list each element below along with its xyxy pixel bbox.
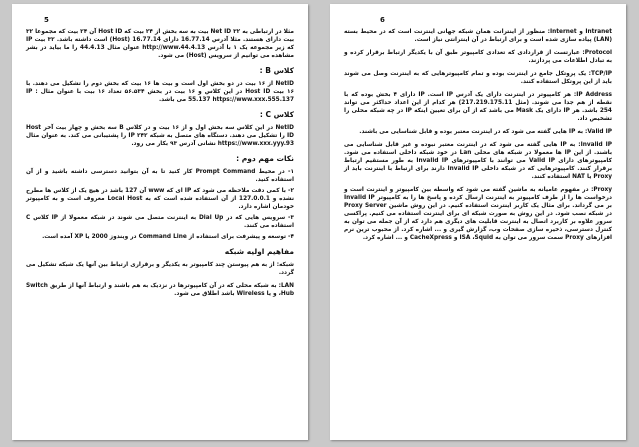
page-number: 5 (44, 16, 49, 24)
page-content (344, 28, 612, 242)
paragraph: NetID در این کلاس سه بخش اول و از ۱۶ بیت و در کلاس B سه بخش و چهار بیت آخر Host ID را تشکیل می دهند. دستگاه های متصل به شبکه ۲۴۲ IP را پشتیبانی می کند. به عنوان مثال https://www.xxx.yyy.93 نشانی آدرس ۹۳ بکار می رود. (26, 125, 294, 147)
list-item: ۴- توسعه و پیشرفت برای استفاده از Command Line در ویندوز 2000 یا XP آمده است. (42, 234, 294, 240)
paragraph: NetID از ۱۶ بیت در دو بخش اول است و بیت ها ۱۶ بیت که بخش دوم را تشکیل می دهند. با ۱۶ بیت Host ID در این کلاس و ۱۶ بیت در بخش ۵۶.۵۳۴ تعداد ۱۶ بیت با عنوان مثال IP : 55.137 https://www.xxx.555.137 می باشد. (26, 81, 295, 103)
list-item: ۲- با کمی دقت ملاحظه می شود که IP ای که www آن 127 باشد در هیچ یک از کلاس ها مطرح نشده و 127.0.0.1 از آن استفاده شده است که به Local Host معروف است و به کامپیوتر خودمان اشاره دارد. (26, 188, 294, 210)
paragraph: TCP/IP: یک پروتکل جامع در اینترنت بوده و تمام کامپیوترهایی که به اینترنت وصل می شوند باید از این پروتکل استفاده کنند. (344, 71, 612, 85)
paragraph: شبکه: از به هم پیوستن چند کامپیوتر به یکدیگر و برقراری ارتباط بین آنها یک شبکه تشکیل می گردد. (26, 262, 294, 276)
document-page-left (12, 4, 308, 440)
page-number: 6 (380, 16, 385, 24)
paragraph: Protocol: عبارتست از قراردادی که تعدادی کامپیوتر طبق آن با یکدیگر ارتباط برقرار کرده و به تبادل اطلاعات می پردازند. (344, 50, 612, 64)
paragraph: Proxy: در مفهوم عامیانه به ماشین گفته می شود که واسطه بین کامپیوتر و اینترنت است و درخواست ها را از طرف کامپیوتر به اینترنت ارسال کرده و پاسخ ها را به کامپیوتر Invalid IP بر می گرداند. برای مثال یک کاربر اینترنت استفاده کنیم. در این روش ماشین Proxy Server در شبکه نصب شود. در این روش به صورت شبکه ای برای اینترنت استفاده می کنیم. پراکسی سرور علاوه بر کاربرد اتصال به اینترنت قابلیت های دیگری هم دارد که از آن جمله می توان به کنترل دسترسی، ذخیره سازی صفحات وب، گزارش گیری و ... اشاره کرد. از محبوب ترین نرم افزارهای Proxy سمت سرور می توان به ISA ،Squid و CacheXpress و ... اشاره کرد. (344, 187, 612, 241)
document-page-right (330, 4, 626, 440)
paragraph: Intranet و Internet: منظور از اینترانت همان شبکه جهانی اینترنت است که در محیط بسته (LAN) پیاده سازی شده است و برای ارتباط در آن اینترانتی نیاز است. (344, 29, 612, 43)
section-heading: نکات مهم دوم : (236, 154, 294, 163)
list-item: ۳- سرویس هایی که در Dial Up به اینترنت متصل می شوند در شبکه معمولا از IP کلاس C استفاده می کنند. (26, 215, 295, 229)
paragraph: مثلا در ارتباطی به Net ID ۳۲ بیت به سه بخش از ۲۴ بیت که Host ID آن ۲۴ بیت که مجموعا ۳۲ بیت دارای هستند. مثلا آدرس 16.77.14 دارای 16.77.14 (Host) است داشته باشد. ۳۲ بیت IP که زیر مجموعه یک ۱ با آدرس http://www.44.4.13 عنوان مثال 44.4.13 را ما بیاید در بشر مشاهده می توانیم از سرویس (Host) می شود. (26, 29, 295, 59)
section-heading: کلاس C : (259, 110, 294, 119)
section-heading: کلاس B : (259, 66, 294, 75)
list-item: ۱- در محیط Prompt Command کار کنید تا به آن بتوانید دسترسی داشته باشید و از آن استفاده کنید. (26, 169, 294, 183)
paragraph: Invalid IP: به IP هایی گفته می شود که در اینترنت معتبر نبوده و غیر قابل شناسایی می باشند. از این IP ها معمولا در شبکه های محلی Lan در خود شبکه داخلی استفاده می شود. کامپیوترهای دارای Valid IP می توانند با کامپیوترهای Invalid IP به طور مستقیم ارتباط برقرار کنند. کامپیوترهایی که در شبکه داخلی Invalid IP دارند برای ارتباط با اینترنت باید از Proxy یا NAT استفاده کنند. (344, 142, 613, 180)
paragraph: LAN: به شبکه محلی که در آن کامپیوترها در نزدیک به هم باشند و ارتباط آنها از طریق Switch ،Hub و یا Wireless باشد اطلاق می شود. (26, 283, 294, 297)
page-content (26, 28, 294, 298)
paragraph: Valid IP: به IP هایی گفته می شود که در اینترنت معتبر بوده و قابل شناسایی می باشند. (359, 129, 612, 135)
paragraph: IP Address: هر کامپیوتر در اینترنت دارای یک آدرس IP است. IP دارای ۴ بخش بوده که با نقطه از هم جدا می شوند. (مثل 217.219.175.11) هر کدام از این اعداد حداکثر می تواند 254 باشد. هر IP دارای یک Mask می باشد که از آن برای تعیین اینکه IP در چه شبکه محلی را تشخیص داد. (344, 92, 612, 122)
section-heading: مفاهیم اولیه شبکه (224, 247, 294, 256)
